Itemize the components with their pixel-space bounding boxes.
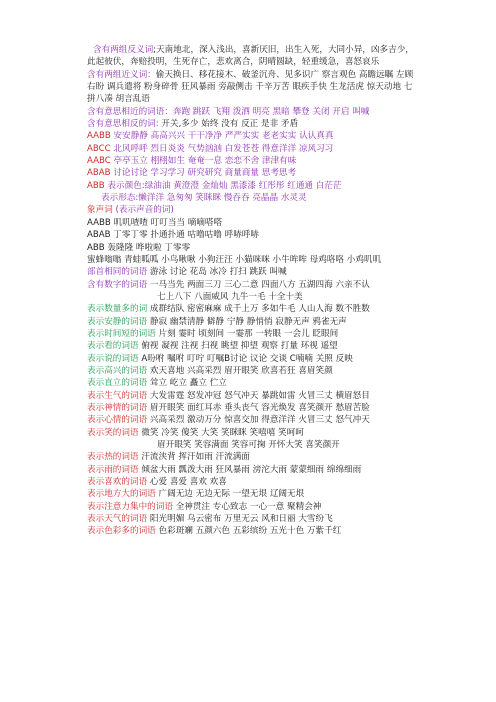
word-list: 倾盆大雨 瓢泼大雨 狂风暴雨 滂沱大雨 蒙蒙细雨 绵绵细雨 [141,464,362,475]
heading: 含有两组近义词： [87,69,156,80]
word-list: 一马当先 两面三刀 三心二意 四面八方 五湖四海 六亲不认 [149,279,370,290]
heading: 表示天气的词语 [87,514,148,525]
line-short-time [87,328,420,340]
line-expression [87,402,420,414]
word-list: 安安静静 高高兴兴 干干净净 严严实实 老老实实 认认真真 [113,131,334,142]
heading: 表示直立的词语 [87,378,148,389]
word-list: 片刻 霎时 顷刻间 一霎那 一转眼 一会儿 眨眼间 [158,328,339,339]
line-same-radical [87,266,420,278]
line-upright [87,377,420,389]
line-abcc [87,143,420,155]
heading: 表示喜欢的词语 [87,477,148,488]
heading: 象声词 [87,205,113,216]
heading: 表示生气的词语 [87,390,148,401]
line-quiet [87,316,420,328]
heading: 表示热的词语 [87,452,139,463]
line-similar-meaning: 含有意思相近的词语：奔跑 跳跃 飞翔 泼洒 明亮 黑暗 攀登 关闭 开启 叫喊 [87,106,370,117]
line-abb-color [87,180,420,192]
word-list: 讨论讨论 学习学习 研究研究 商量商量 思考思考 [113,168,297,179]
pattern-label: ABCC [87,143,111,154]
pattern-label: AABC [87,156,111,167]
line-many [87,303,420,315]
line-numbers-cont: 七上八下 八面威风 九牛一毛 十全十美 [157,291,303,302]
pattern-label: AABB [87,131,111,142]
word-list: ;天南地北，深入浅出，喜新厌旧，出生入死，大同小异，凶多吉少，此起彼伏，奔赔投明，生死存亡，悲欢离合，阴晴圆缺，轻重缓急，喜怒哀乐 [87,45,414,68]
word-list: 俯视 凝视 注视 扫视 眺望 抑望 观察 打量 环视 遥望 [141,341,338,352]
line-like [87,476,420,488]
line-abb-form: 表示形态:懒洋洋 急匆匆 笑眯眯 慢吞吞 亮晶晶 水灵灵 [101,193,307,204]
word-list: 眉开眼笑 面红耳赤 垂头丧气 容光焕发 喜笑颜开 愁眉苦脸 [149,402,370,413]
pattern-label: ABB [87,180,105,191]
line-look [87,340,420,352]
line-opposite-meaning [87,118,420,130]
line-onomatopoeia [87,204,420,216]
line-aabc [87,155,420,167]
line-say [87,353,420,365]
heading: 表示地方大的词语 [87,489,156,500]
line-sound-abab: ABAB 丁零丁零 扑通扑通 咕噜咕噜 呼哧呼哧 [87,230,259,241]
pattern-label: ABAB [87,168,111,179]
heading: 表示看的词语 [87,341,139,352]
line-synonym-pairs [87,69,420,106]
heading: 表示数量多的词 [87,304,148,315]
heading: 表示注意力集中的词语 [87,501,173,512]
heading: 表示色彩多的词语 [87,526,156,537]
line-colorful [87,525,420,537]
line-sound-aabb: AABB 叽叽喳喳 叮叮当当 嘀嘀嗒嗒 [87,217,223,228]
line-weather [87,513,420,525]
word-list: 北风呼呼 烈日炎炎 气势汹汹 白发苍苍 得意洋洋 凉风习习 [113,143,334,154]
heading: 含有意思相反的词: [87,119,159,130]
word-list: 广阔无边 无边无际 一望无垠 辽阔无垠 [158,489,305,500]
line-focus [87,501,420,513]
heading: 表示时间短的词语 [87,328,156,339]
line-laugh [87,427,420,439]
word-list: 阳光明媚 乌云密布 万里无云 风和日丽 大雪纷飞 [149,514,333,525]
line-mood [87,414,420,426]
heading: 含有两组反义词 [93,45,154,55]
word-list: 偷天换日、移花接木、破釜沉舟、见多识广 察言观色 高瞻远瞩 左顾右盼 调兵遣将 粉身碎骨 狂风暴雨 旁敲侧击 千辛万苦 眼疾手快 生龙活虎 惊天动地 七拼八凑 胡言乱语 [87,69,414,105]
word-list: 兴高采烈 激动万分 惊喜交加 得意洋洋 火冒三丈 怒气冲天 [149,415,370,426]
line-laugh-cont: 眉开眼笑 笑容满面 笑容可掬 开怀大笑 喜笑颜开 [157,440,340,450]
note: (表示声音的词) [115,205,174,216]
word-list: 静寂 幽禁清静 僻静 宁静 静悄悄 寂静无声 鸦雀无声 [149,316,347,327]
line-vast [87,488,420,500]
line-antonym-pairs [87,44,420,69]
word-list: 开关,多少 始终 没有 反正 是非 矛盾 [161,119,299,130]
line-happy [87,365,420,377]
word-list: 汗流浃背 挥汗如雨 汗流满面 [141,452,250,463]
heading: 表示神情的词语 [87,402,148,413]
word-list: 大发雷霆 怒发冲冠 怒气冲天 暴跳如雷 火冒三丈 横眉怒目 [149,390,370,401]
word-list: 表示颜色:绿油油 黄澄澄 金灿灿 黑漆漆 红彤彤 红通通 白茫茫 [107,180,342,191]
word-list: 耸立 屹立 矗立 伫立 [149,378,227,389]
word-list: 欢天喜地 兴高采烈 眉开眼笑 欣喜若狂 喜眉笑颜 [149,365,333,376]
heading: 表示高兴的词语 [87,365,148,376]
word-list: 亭亭玉立 栩栩如生 奄奄一息 恋恋不舍 津津有味 [113,156,297,167]
heading: 表示笑的词语 [87,427,139,438]
line-sound-abb: ABB 轰隆隆 哗啦啦 丁零零 [87,242,191,253]
line-hot [87,451,420,463]
document-page [87,44,420,538]
heading: 表示雨的词语 [87,464,139,475]
heading: 部首相同的词语 [87,267,148,278]
word-list: 全神贯注 专心致志 一心一意 聚精会神 [175,501,322,512]
heading: 表示心情的词语 [87,415,148,426]
line-numbers [87,279,420,291]
word-list: 心爱 喜爱 喜欢 欢喜 [149,477,227,488]
word-list: 色彩斑斓 五颜六色 五彩缤纷 五光十色 万紫千红 [158,526,342,537]
line-abab [87,167,420,179]
line-angry [87,390,420,402]
word-list: A吩咐 嘱咐 叮咛 叮嘱B讨论 议论 交谈 C喃喃 关照 反映 [141,353,353,364]
line-rain [87,464,420,476]
heading: 表示安静的词语 [87,316,148,327]
heading: 表示说的词语 [87,353,139,364]
word-list: 游泳 讨论 花岛 冰冷 打扫 跳跃 叫喊 [149,267,287,278]
heading: 含有数字的词语 [87,279,148,290]
line-aabb [87,130,420,142]
line-animal-sounds: 蜜蜂嗡嗡 青蛙呱呱 小鸟啾啾 小狗汪汪 小猫咪咪 小牛哞哞 母鸡咯咯 小鸡叽叽 [87,254,382,265]
word-list: 成群结队 密密麻麻 成千上万 多如牛毛 人山人海 数不胜数 [149,304,370,315]
word-list: 微笑 冷笑 傻笑 大笑 笑眯眯 笑嘻嘻 笑呵呵 [141,427,304,438]
